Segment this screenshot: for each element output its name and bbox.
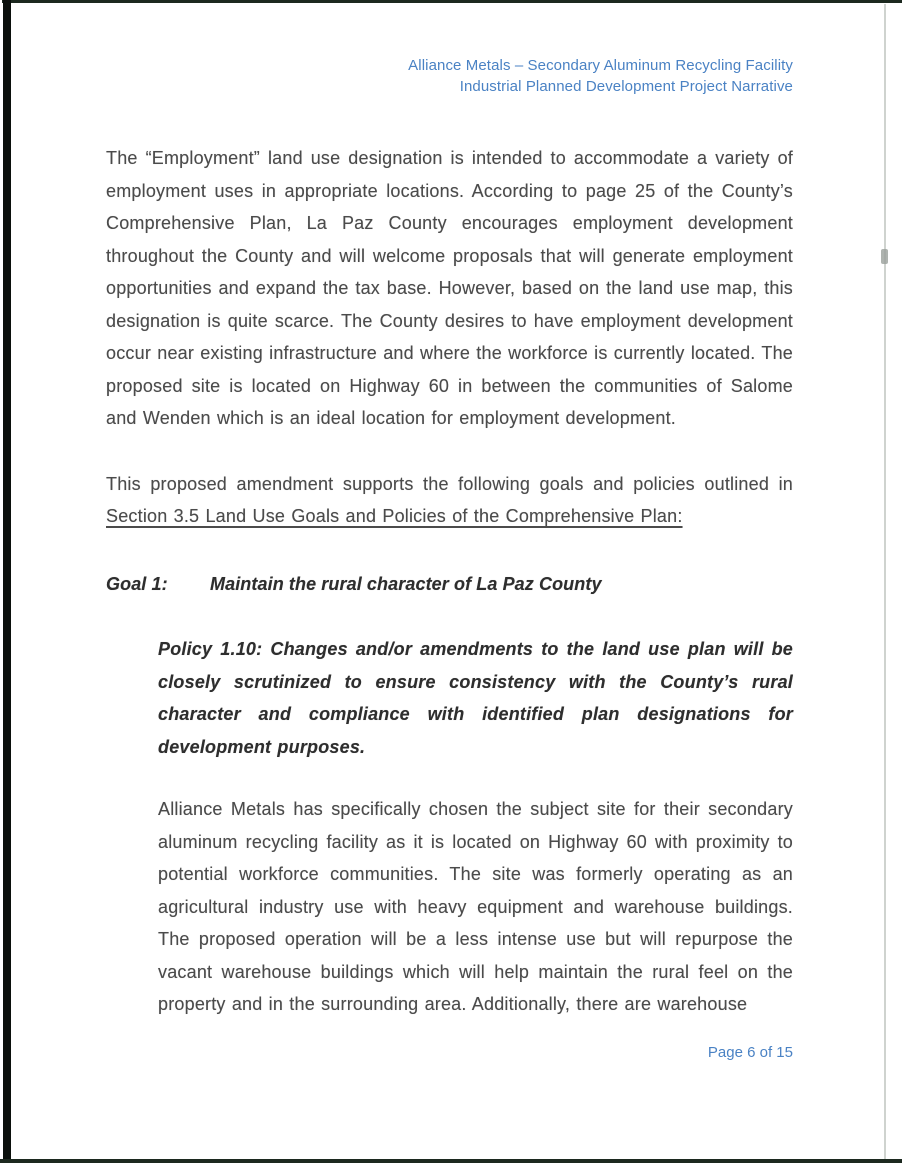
- goal-1-label: Goal 1:: [106, 573, 168, 594]
- scan-edge-smudge: [881, 249, 888, 264]
- page-number: Page 6 of 15: [707, 1043, 793, 1061]
- document-header: [106, 55, 793, 97]
- section-3-5-reference: Section 3.5 Land Use Goals and Policies of the Comprehensive Plan:: [106, 506, 683, 526]
- goal-1-text: Maintain the rural character of La Paz County: [210, 573, 602, 594]
- paragraph-proposed-amendment: [106, 468, 793, 533]
- scan-border-left: [3, 0, 11, 1163]
- paragraph-employment-designation: The “Employment” land use designation is intended to accommodate a variety of employment uses in appropriate locations. According to page 25 of the County’s Comprehensive Plan, La Paz County encourages employment development throughout the County and will welcome proposals that will generate employment opportunities and expand the tax base. However, based on the land use map, this designation is quite scarce. The County desires to have employment development occur near existing infrastructure and where the workforce is currently located. The proposed site is located on Highway 60 in between the communities of Salome and Wenden which is an ideal location for employment development.: [106, 148, 793, 428]
- paragraph-site-selection: Alliance Metals has specifically chosen the subject site for their secondary aluminum recycling facility as it is located on Highway 60 with proximity to potential workforce communities. The site was formerly operating as an agricultural industry use with heavy equipment and warehouse buildings. The proposed operation will be a less intense use but will repurpose the vacant warehouse buildings which will help maintain the rural feel on the property and in the surrounding area. Additionally, there are warehouse: [158, 799, 793, 1014]
- document-page: [106, 0, 793, 1063]
- policy-1-10-paragraph: Policy 1.10: Changes and/or amendments to the land use plan will be closely scrutinized to ensure consistency with the County’s rural character and compliance with identified plan designations for development purposes.: [158, 639, 793, 757]
- amendment-intro-text: This proposed amendment supports the following goals and policies outlined in: [106, 473, 793, 494]
- header-title-line-2: Industrial Planned Development Project Narrative: [459, 78, 793, 95]
- scan-page-edge-line: [884, 4, 886, 1159]
- scan-border-bottom: [0, 1159, 902, 1163]
- goal-1-heading: [106, 568, 793, 601]
- header-title-line-1: Alliance Metals – Secondary Aluminum Recycling Facility: [408, 57, 793, 74]
